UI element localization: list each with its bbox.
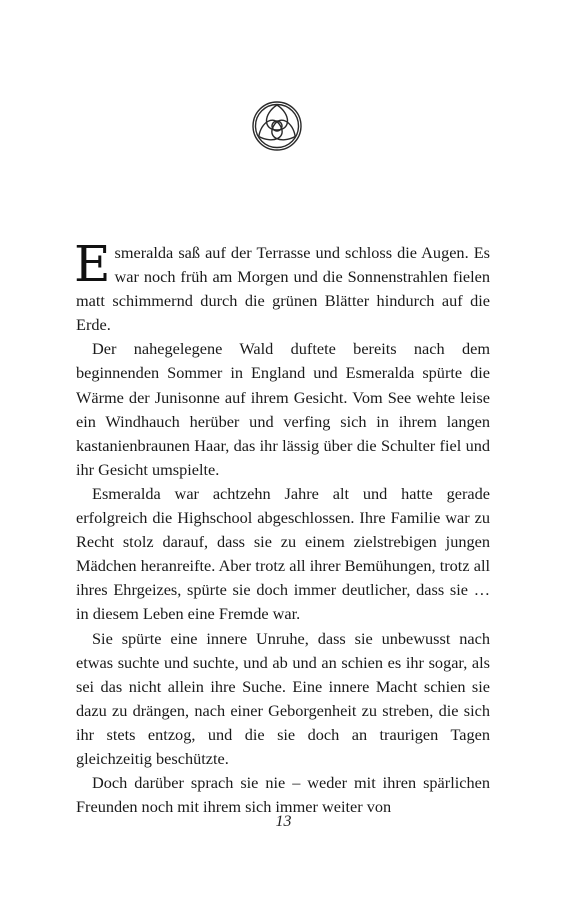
paragraph-2: Der nahegelegene Wald duftete bereits nach dem beginnenden Sommer in England und Esmeralda spürte die Wärme der Junisonne auf ihrem Gesicht. Vom See wehte leise ein Windhauch herüber und verfing sich in ihrem langen kastanienbraunen Haar, das ihr lässig über die Schulter fiel und ihr Gesicht umspielte.: [76, 339, 490, 479]
paragraph-3: Esmeralda war achtzehn Jahre alt und hatte gerade erfolgreich die Highschool abgeschlossen. Ihre Familie war zu Recht stolz darauf, dass sie zu einem zielstrebigen jungen Mädchen heranreifte. Aber trotz all ihrer Bemühungen, trotz all ihres Ehrgeizes, spürte sie doch immer deutlicher, dass sie … in diesem Leben eine Fremde war.: [76, 483, 490, 624]
paragraph-1-text: smeralda saß auf der Terrasse und schloss die Augen. Es war noch früh am Morgen und die Sonnenstrahlen fielen matt schimmernd durch die grünen Blätter hindurch auf die Erde.: [76, 243, 490, 335]
paragraph-4: Sie spürte eine innere Unruhe, dass sie unbewusst nach etwas suchte und suchte, und ab und an schien es ihr sogar, als sei das nicht allein ihre Suche. Eine innere Macht schien sie dazu zu drängen, nach einer Geborgenheit zu streben, die sich ihr stets entzog, und die sie doch an traurigen Tagen gleichzeitig beschützte.: [76, 628, 490, 768]
drop-cap: E: [74, 235, 111, 293]
paragraph-5: Doch darüber sprach sie nie – weder mit ihren spärlichen Freunden noch mit ihrem sich immer weiter von: [76, 773, 490, 817]
body-text: [74, 235, 490, 819]
celtic-knot-icon: [251, 100, 303, 152]
paragraph-1: [74, 235, 490, 337]
page-number: 13: [275, 813, 292, 830]
